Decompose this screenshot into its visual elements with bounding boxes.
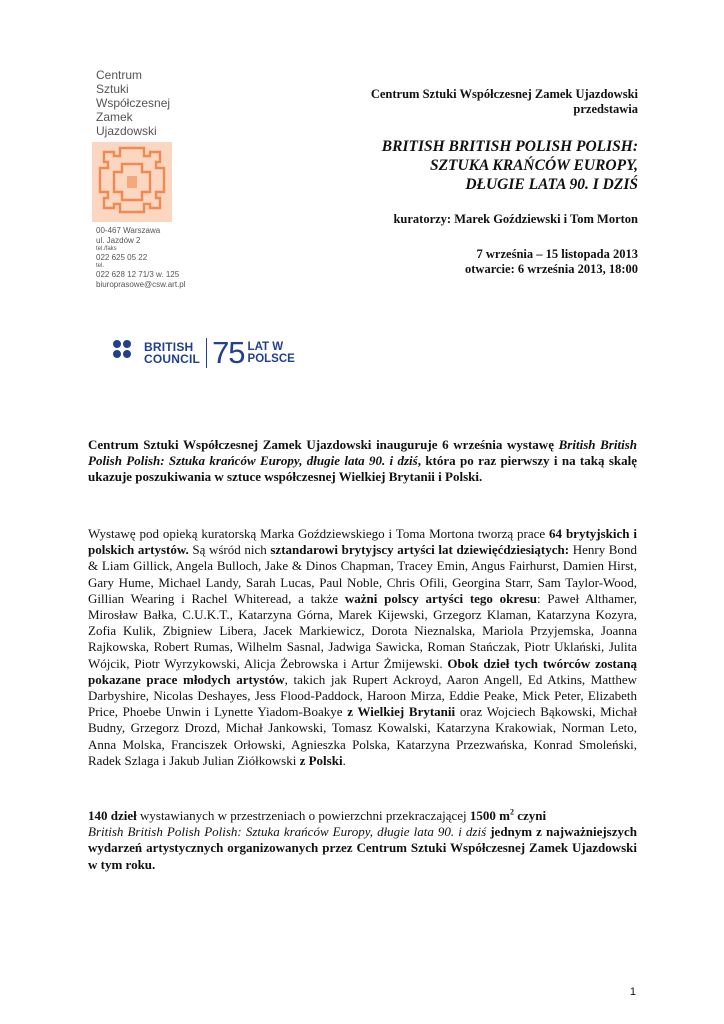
p2-bold: sztandarowi brytyjscy artyści lat dziewięćdziesiątych: (270, 542, 570, 558)
p2-bold: ważni polscy artyści tego okresu (344, 590, 538, 606)
p3-bold: jednym z najważniejszych wydarzeń artystycznych organizowanych przez Centrum Sztuki Współczesnej Zamek Ujazdowski w tym roku. (88, 824, 638, 872)
summary-paragraph (88, 808, 637, 873)
british-council-logo (112, 336, 295, 370)
presenter-name: Centrum Sztuki Współczesnej Zamek Ujazdowski (370, 87, 638, 101)
logo-name-line: Centrum (96, 68, 143, 82)
logo-name-line: Sztuki (96, 82, 129, 96)
intro-paragraph (88, 437, 637, 486)
p2-bold: z Wielkiej Brytanii (347, 704, 456, 720)
bc-lat-line2: POLSCE (247, 353, 295, 365)
presents-text: przedstawia (573, 102, 638, 116)
title-line: BRITISH BRITISH POLISH POLISH: (381, 138, 638, 155)
institution-logo-name (96, 68, 170, 138)
institution-address (96, 226, 186, 290)
anniversary-number: 75 (212, 335, 245, 370)
title-line: SZTUKA KRAŃCÓW EUROPY, (429, 157, 638, 174)
artists-paragraph (88, 526, 637, 769)
opening-info: otwarcie: 6 września 2013, 18:00 (465, 262, 638, 276)
tel-label: tel. (96, 263, 105, 269)
p2-text: Wystawę pod opieką kuratorską Marka Goździewskiego i Toma Mortona tworzą prace (88, 526, 550, 541)
page-number: 1 (629, 986, 636, 998)
logo-name-line: Współczesnej (96, 96, 171, 110)
p1-tail: , która po raz pierwszy i na taką skalę ukazuje poszukiwania w sztuce współczesnej Wielkiej Brytanii i Polski. (88, 453, 637, 485)
p2-bold: z Polski (299, 752, 343, 768)
p2-text: oraz Wojciech Bąkowski, Michał Budny, Grzegorz Drozd, Michał Jankowski, Tomasz Kowalski, Katarzyna Krakowiak, Norman Leto, Anna Molska, Franciszek Orłowski, Agnieszka Polska, Katarzyna Przezwańska, Konrad Smoleński, Radek Szlaga i Jakub Julian Ziółkowski (88, 704, 637, 768)
p3-title: British British Polish Polish: Sztuka krańców Europy, długie lata 90. i dziś (88, 824, 487, 840)
title-line: DŁUGIE LATA 90. I DZIŚ (465, 176, 638, 193)
british-council-wordmark (144, 341, 200, 365)
bc-lat-line1: LAT W (247, 341, 284, 353)
presenter-block (371, 87, 638, 117)
p3-text: wystawianych w przestrzeniach o powierzchni przekraczającej (136, 808, 470, 823)
tel-fax-label: tel./faks (96, 246, 117, 252)
p2-text: : Paweł Althamer, Mirosław Bałka, C.U.K.T., Katarzyna Górna, Marek Kijewski, Grzegorz Klaman, Katarzyna Kozyra, Zofia Kulik, Zbigniew Libera, Jacek Markiewicz, Dorota Nieznalska, Mariola Przyjemska, Joanna Rajkowska, Robert Rumas, Wilhelm Sasnal, Jadwiga Sawicka, Roman Stańczak, Piotr Uklański, Julita Wójcik, Piotr Wyrzykowski, Alicja Żebrowska i Artur Żmijewski. (88, 590, 638, 671)
press-email: biuroprasowe@csw.art.pl (96, 280, 186, 289)
logo-name-line: Ujazdowski (96, 124, 157, 138)
p3-superscript: 2 (509, 807, 514, 817)
dates-block (465, 247, 638, 277)
p2-bold: Obok dzieł tych twórców zostaną pokazane prace młodych artystów (88, 655, 637, 687)
p3-bold: 140 dzieł (88, 808, 137, 823)
address-line: 00-467 Warszawa (96, 226, 161, 235)
bc-line1: BRITISH (144, 340, 194, 354)
anniversary-text (248, 341, 295, 365)
curators: kuratorzy: Marek Goździewski i Tom Morton (393, 212, 638, 226)
castle-plan-logo-icon (92, 142, 172, 222)
p2-text: . (342, 752, 346, 768)
tel-fax-number: 022 625 05 22 (96, 253, 148, 262)
p2-text: , takich jak Rupert Ackroyd, Aaron Angell, Ed Atkins, Matthew Darbyshire, Nicolas Deshayes, Jess Flood-Paddock, Haroon Mirza, Eddie Peake, Mick Peter, Elizabeth Price, Phoebe Unwin i Lynette Yiadom-Boakye (88, 671, 637, 720)
exhibition-dates: 7 września – 15 listopada 2013 (476, 247, 638, 261)
p1-title: British British Polish Polish: Sztuka krańców Europy, długie lata 90. i dziś (88, 437, 637, 469)
p2-text: Są wśród nich (188, 542, 271, 558)
p3-bold: czyni (513, 808, 547, 823)
p2-bold: 64 brytyjskich i polskich artystów. (88, 526, 637, 558)
p1-lead: Centrum Sztuki Współczesnej Zamek Ujazdowski inauguruje 6 września wystawę (88, 437, 559, 452)
bc-divider (206, 338, 207, 368)
exhibition-title (382, 137, 638, 194)
p3-bold: 1500 m (469, 808, 510, 823)
p2-text: Henry Bond & Liam Gillick, Angela Bulloch, Jake & Dinos Chapman, Tracey Emin, Angus Fairhurst, Damien Hirst, Gary Hume, Michael Landy, Sarah Lucas, Paul Noble, Chris Ofili, Georgina Starr, Sam Taylor-Wood, Gillian Wearing i Rachel Whiteread, a także (88, 542, 637, 606)
tel-number: 022 628 12 71/3 w. 125 (96, 270, 180, 279)
bc-line2: COUNCIL (144, 352, 201, 366)
logo-name-line: Zamek (96, 110, 133, 124)
british-council-dots-icon (112, 339, 140, 367)
address-line: ul. Jazdów 2 (96, 236, 141, 245)
